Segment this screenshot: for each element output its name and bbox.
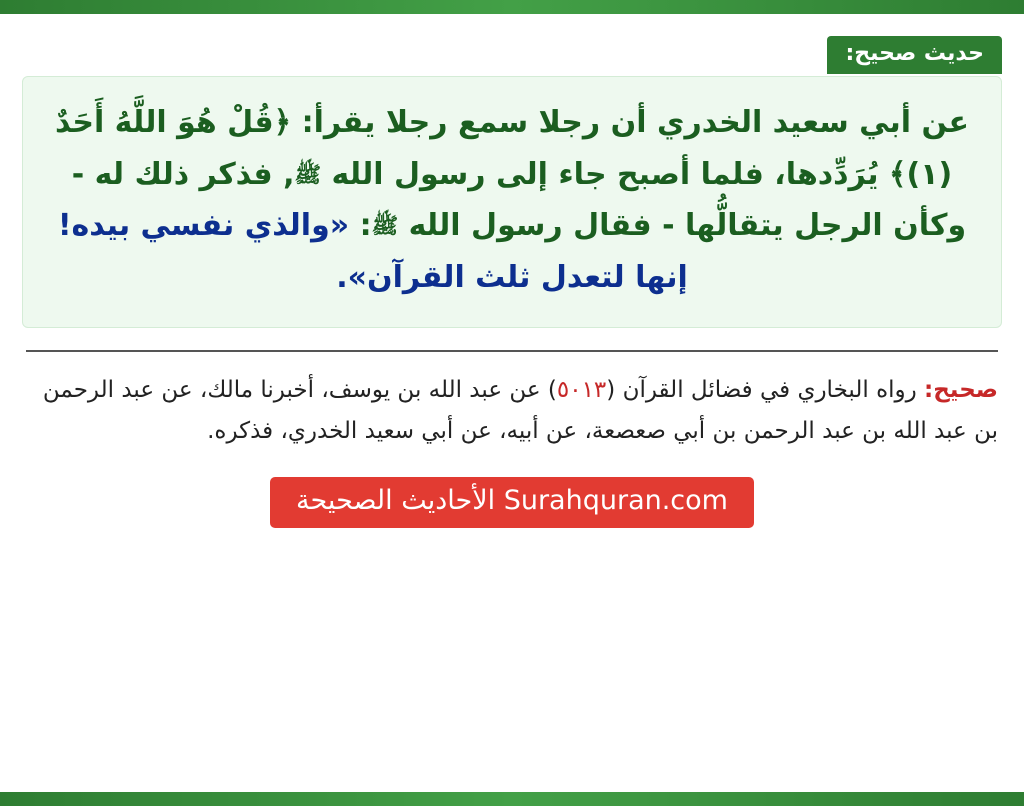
hadith-part-1: عن أبي سعيد الخدري أن رجلا سمع رجلا يقرأ: ﴿ <box>273 105 969 140</box>
takhreej-paragraph <box>26 370 998 451</box>
quran-verse: قُلْ هُوَ اللَّهُ أَحَدٌ (١) <box>55 105 953 192</box>
hadith-box <box>22 76 1002 328</box>
salla-glyph-icon: ﷺ <box>371 214 399 240</box>
top-decorative-bar <box>0 0 1024 14</box>
footer-label: الأحاديث الصحيحة <box>296 484 496 516</box>
hadith-part-5: . <box>336 259 348 295</box>
prophet-saying: «والذي نفسي بيده! إنها لتعدل ثلث القرآن» <box>57 208 688 295</box>
hadith-part-2: ﴾ يُرَدِّدها، فلما أصبح جاء إلى رسول الله <box>321 156 907 192</box>
bottom-decorative-bar <box>0 792 1024 806</box>
takhreej-text-after-reference: ) عن عبد الله بن يوسف، أخبرنا مالك، عن عبد الرحمن بن عبد الله بن عبد الرحمن بن أبي صعصعة، عن أبيه، عن أبي سعيد الخدري، فذكره. <box>42 377 998 444</box>
grade-row <box>22 36 1002 74</box>
site-footer-badge[interactable] <box>270 477 754 528</box>
takhreej-grade: صحيح: <box>924 377 998 404</box>
site-name: Surahquran.com <box>503 484 728 516</box>
hadith-part-3: , فذكر ذلك له - وكأن الرجل يتقالُّها - فقال رسول الله <box>71 156 967 244</box>
section-divider <box>26 350 998 352</box>
footer-row <box>22 477 1002 528</box>
takhreej-text-before-reference: رواه البخاري في فضائل القرآن ( <box>606 377 925 404</box>
salla-glyph-icon: ﷺ <box>294 162 322 188</box>
grade-badge: حديث صحيح: <box>827 36 1002 74</box>
hadith-page <box>0 36 1024 528</box>
hadith-part-4: : <box>349 208 372 244</box>
hadith-reference-number: ٥٠١٣ <box>556 377 607 404</box>
hadith-text <box>49 97 975 303</box>
